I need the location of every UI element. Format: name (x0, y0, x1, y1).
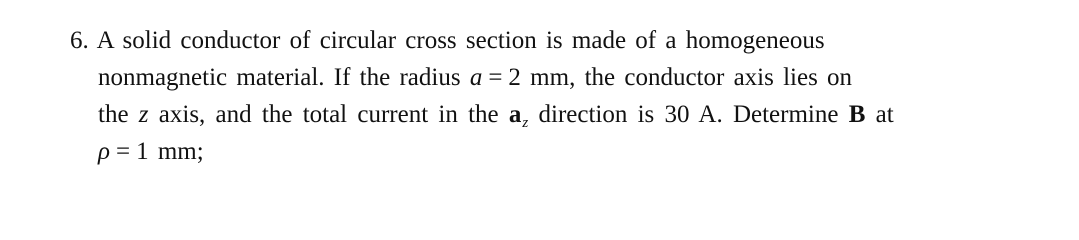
text-segment: direction is 30 A. Determine (538, 101, 839, 128)
unit-vector-az (508, 101, 529, 131)
unit-vector-symbol: a (508, 101, 522, 128)
rho-variable: ρ (98, 138, 110, 165)
equals-sign: = (116, 138, 131, 165)
unit-vector-subscript: z (522, 115, 529, 131)
text-segment: the (98, 101, 129, 128)
problem-line-3 (98, 100, 894, 138)
text-segment: axis, and the total current in the (158, 101, 499, 128)
problem-statement-start: 6. A solid conductor of circular cross section is made of a homogeneous (70, 27, 825, 54)
problem-line-2 (98, 63, 852, 93)
radius-variable: a (469, 64, 483, 91)
equals-sign: = (488, 64, 503, 91)
text-segment: at (875, 101, 894, 128)
problem-line-4 (98, 137, 204, 167)
problem-line-1 (70, 26, 825, 56)
text-segment: 1 mm; (136, 138, 204, 165)
z-variable: z (138, 101, 149, 128)
text-segment: nonmagnetic material. If the radius (98, 64, 461, 91)
text-segment: 2 mm, the conductor axis lies on (508, 64, 853, 91)
magnetic-field-symbol: B (848, 101, 866, 128)
